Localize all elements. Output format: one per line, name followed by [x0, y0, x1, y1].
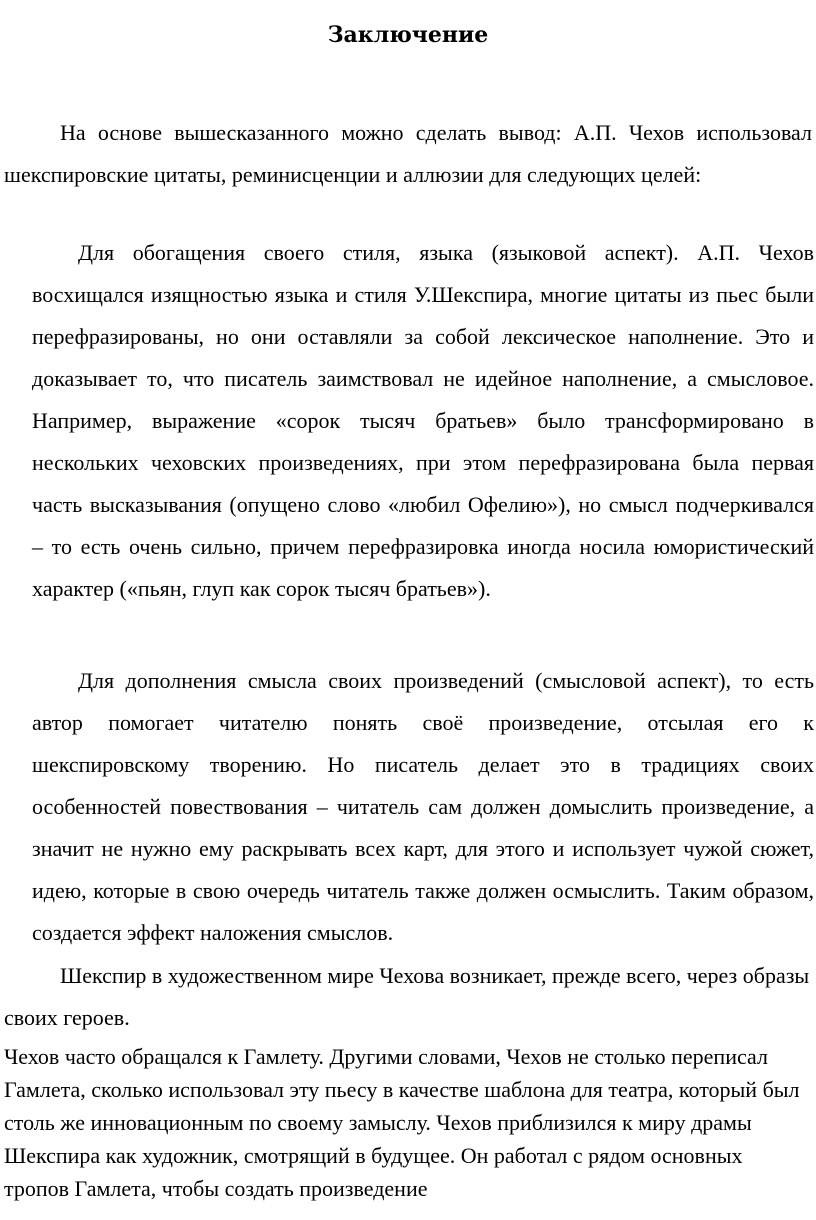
shakespeare-heroes-paragraph: Шекспир в художественном мире Чехова возникает, прежде всего, через образы своих героев. [4, 963, 810, 1030]
hamlet-paragraph: Чехов часто обращался к Гамлету. Другими словами, Чехов не столько переписал Гамлета, сколько использовал эту пьесу в качестве шаблона для театра, который был столь же инновационным по своему замыслу. Чехов приблизился к миру драмы Шекспира как художник, смотрящий в будущее. Он работал с рядом основных тропов Гамлета, чтобы создать произведение [4, 1044, 800, 1201]
meaning-aspect-paragraph: Для дополнения смысла своих произведений (смысловой аспект), то есть автор помогает читателю понять своё произведение, отсылая его к шекспировскому творению. Но писатель делает это в традициях своих особенностей повествования – читатель сам должен домыслить произведение, а значит не нужно ему раскрывать всех карт, для этого и использует чужой сюжет, идею, которые в свою очередь читатель также должен осмыслить. Таким образом, создается эффект наложения смыслов. [32, 668, 814, 945]
intro-paragraph: На основе вышесказанного можно сделать вывод: А.П. Чехов использовал шекспировские цитаты, реминисценции и аллюзии для следующих целей: [4, 120, 812, 187]
language-aspect-paragraph: Для обогащения своего стиля, языка (языковой аспект). А.П. Чехов восхищался изящностью языка и стиля У.Шекспира, многие цитаты из пьес были перефразированы, но они оставляли за собой лексическое наполнение. Это и доказывает то, что писатель заимствовал не идейное наполнение, а смысловое. Например, выражение «сорок тысяч братьев» было трансформировано в нескольких чеховских произведениях, при этом перефразирована была первая часть высказывания (опущено слово «любил Офелию»), но смысл подчеркивался – то есть очень сильно, причем перефразировка иногда носила юмористический характер («пьян, глуп как сорок тысяч братьев»). [32, 240, 814, 601]
page-title: Заключение [327, 22, 489, 48]
